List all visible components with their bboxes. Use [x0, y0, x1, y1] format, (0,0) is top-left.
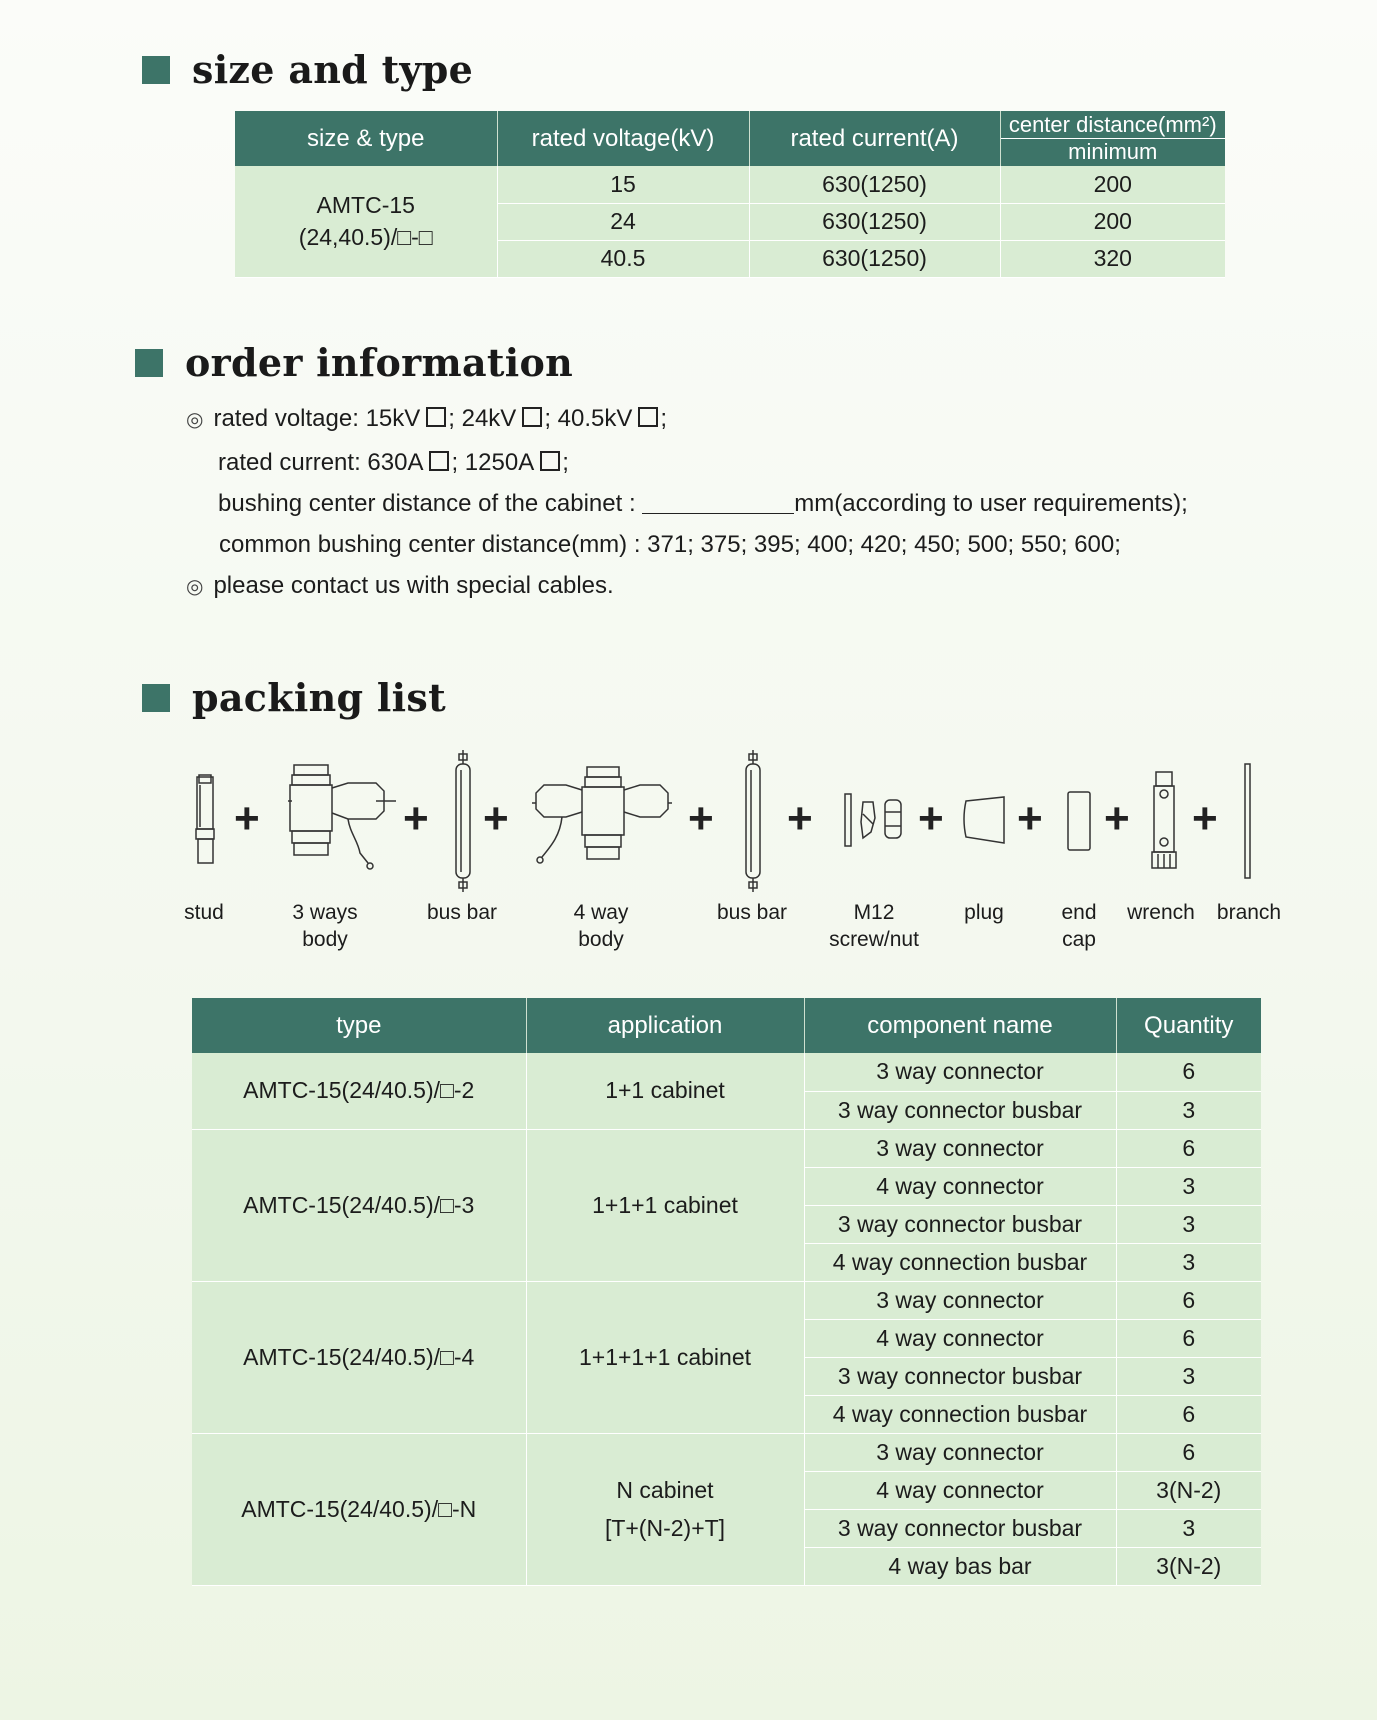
plus-sign: + — [1017, 794, 1043, 843]
bushing-distance-blank[interactable] — [642, 491, 794, 514]
header-quantity: Quantity — [1116, 998, 1261, 1053]
quantity-cell: 3 — [1116, 1205, 1261, 1243]
section-square-icon — [142, 684, 170, 712]
component-cell: 3 way connector busbar — [804, 1357, 1116, 1395]
section-heading-size-and-type — [142, 47, 473, 92]
checkbox-15kv[interactable] — [426, 407, 446, 427]
table-row — [192, 1053, 1261, 1091]
voltage-option: 15kV — [365, 405, 421, 432]
plus-sign: + — [403, 794, 429, 843]
checkbox-1250a[interactable] — [540, 451, 560, 471]
component-cell: 4 way connection busbar — [804, 1243, 1116, 1281]
plus-sign: + — [234, 794, 260, 843]
component-cell: 4 way connector — [804, 1319, 1116, 1357]
section-heading-order-information — [135, 340, 573, 385]
model-line: AMTC-15 — [316, 192, 415, 219]
voltage-label: rated voltage: — [213, 405, 359, 432]
bus-bar-icon — [742, 750, 764, 892]
table-row — [192, 1129, 1261, 1167]
part-label: stud — [184, 901, 224, 924]
checkbox-630a[interactable] — [429, 451, 449, 471]
quantity-cell: 6 — [1116, 1433, 1261, 1471]
plug-icon — [960, 797, 1008, 843]
checkbox-40-5kv[interactable] — [638, 407, 658, 427]
voltage-cell: 40.5 — [497, 240, 749, 277]
plus-sign: + — [1192, 794, 1218, 843]
packing-table — [192, 998, 1261, 1586]
component-cell: 3 way connector — [804, 1281, 1116, 1319]
model-line: (24,40.5)/□-□ — [298, 224, 433, 251]
component-cell: 4 way connector — [804, 1167, 1116, 1205]
voltage-cell: 24 — [497, 203, 749, 240]
header-size-type: size & type — [235, 111, 497, 166]
type-cell: AMTC-15(24/40.5)/□-3 — [192, 1129, 526, 1281]
screw-nut-icon — [843, 792, 903, 848]
header-application: application — [526, 998, 804, 1053]
header-component-name: component name — [804, 998, 1116, 1053]
current-option: ; — [562, 449, 569, 476]
header-minimum: minimum — [1068, 139, 1158, 164]
distance-cell: 200 — [1000, 203, 1225, 240]
component-cell: 3 way connector busbar — [804, 1509, 1116, 1547]
current-cell: 630(1250) — [749, 166, 1000, 203]
quantity-cell: 3(N-2) — [1116, 1471, 1261, 1509]
plus-sign: + — [688, 794, 714, 843]
plus-sign: + — [787, 794, 813, 843]
header-type: type — [192, 998, 526, 1053]
checkbox-24kv[interactable] — [522, 407, 542, 427]
quantity-cell: 6 — [1116, 1053, 1261, 1091]
plus-sign: + — [1104, 794, 1130, 843]
table-row — [192, 1281, 1261, 1319]
type-cell: AMTC-15(24/40.5)/□-2 — [192, 1053, 526, 1129]
quantity-cell: 3(N-2) — [1116, 1547, 1261, 1585]
four-way-body-icon — [532, 765, 672, 880]
order-line-current — [218, 449, 569, 477]
part-label: plug — [964, 901, 1004, 924]
section-title: packing list — [192, 675, 446, 720]
header-center-distance-label: center distance(mm²) — [1001, 112, 1226, 139]
component-cell: 4 way bas bar — [804, 1547, 1116, 1585]
quantity-cell: 6 — [1116, 1129, 1261, 1167]
application-cell: 1+1+1 cabinet — [526, 1129, 804, 1281]
bullet-ring-icon: ◎ — [186, 576, 204, 598]
part-label: branch — [1216, 901, 1282, 924]
bullet-ring-icon: ◎ — [186, 409, 204, 431]
branch-icon — [1243, 762, 1253, 880]
component-cell: 3 way connector — [804, 1433, 1116, 1471]
section-title: order information — [185, 340, 574, 385]
order-line-voltage — [186, 405, 667, 433]
part-label: bus bar — [426, 901, 498, 924]
wrench-icon — [1150, 772, 1178, 870]
quantity-cell: 6 — [1116, 1319, 1261, 1357]
part-label: wrench — [1127, 901, 1195, 924]
current-cell: 630(1250) — [749, 240, 1000, 277]
table-row — [235, 166, 1225, 203]
part-label: M12 screw/nut — [829, 901, 919, 951]
component-cell: 4 way connector — [804, 1471, 1116, 1509]
current-label: rated current: — [218, 449, 361, 476]
voltage-option: ; 24kV — [448, 405, 517, 432]
plus-sign: + — [918, 794, 944, 843]
part-label: 3 ways body — [292, 901, 358, 951]
current-cell: 630(1250) — [749, 203, 1000, 240]
contact-text: please contact us with special cables. — [213, 572, 614, 599]
quantity-cell: 3 — [1116, 1243, 1261, 1281]
quantity-cell: 3 — [1116, 1509, 1261, 1547]
type-cell: AMTC-15(24/40.5)/□-N — [192, 1433, 526, 1585]
order-line-bushing — [218, 490, 1188, 518]
component-cell: 4 way connection busbar — [804, 1395, 1116, 1433]
distance-cell: 200 — [1000, 166, 1225, 203]
end-cap-icon — [1066, 790, 1092, 852]
stud-icon — [194, 775, 218, 865]
voltage-cell: 15 — [497, 166, 749, 203]
header-rated-voltage: rated voltage(kV) — [497, 111, 749, 166]
application-cell — [526, 1433, 804, 1585]
application-line: N cabinet — [616, 1477, 714, 1503]
bushing-suffix: mm(according to user requirements); — [794, 490, 1188, 517]
current-option: ; 1250A — [451, 449, 535, 476]
application-cell: 1+1+1+1 cabinet — [526, 1281, 804, 1433]
section-heading-packing-list — [142, 675, 446, 720]
component-cell: 3 way connector — [804, 1053, 1116, 1091]
bushing-prefix: bushing center distance of the cabinet : — [218, 490, 636, 517]
section-title: size and type — [192, 47, 474, 92]
quantity-cell: 3 — [1116, 1091, 1261, 1129]
three-way-body-icon — [288, 763, 398, 878]
section-square-icon — [135, 349, 163, 377]
table-row — [192, 1433, 1261, 1471]
header-rated-current: rated current(A) — [749, 111, 1000, 166]
plus-sign: + — [483, 794, 509, 843]
section-square-icon — [142, 56, 170, 84]
quantity-cell: 6 — [1116, 1395, 1261, 1433]
quantity-cell: 3 — [1116, 1167, 1261, 1205]
part-label: bus bar — [716, 901, 788, 924]
model-cell — [235, 166, 497, 277]
part-label: 4 way body — [573, 901, 629, 951]
header-center-distance — [1000, 111, 1225, 166]
quantity-cell: 3 — [1116, 1357, 1261, 1395]
type-cell: AMTC-15(24/40.5)/□-4 — [192, 1281, 526, 1433]
component-cell: 3 way connector busbar — [804, 1205, 1116, 1243]
current-option: 630A — [367, 449, 424, 476]
application-cell: 1+1 cabinet — [526, 1053, 804, 1129]
order-line-common: common bushing center distance(mm) : 371; 375; 395; 400; 420; 450; 500; 550; 600; — [219, 531, 1121, 558]
order-line-contact — [186, 572, 614, 600]
quantity-cell: 6 — [1116, 1281, 1261, 1319]
bus-bar-icon — [452, 750, 474, 892]
voltage-option: ; — [660, 405, 668, 432]
component-cell: 3 way connector — [804, 1129, 1116, 1167]
voltage-option: ; 40.5kV — [544, 405, 633, 432]
application-line: [T+(N-2)+T] — [604, 1515, 726, 1541]
part-label: end cap — [1061, 901, 1097, 951]
distance-cell: 320 — [1000, 240, 1225, 277]
size-type-table — [235, 111, 1225, 278]
component-cell: 3 way connector busbar — [804, 1091, 1116, 1129]
